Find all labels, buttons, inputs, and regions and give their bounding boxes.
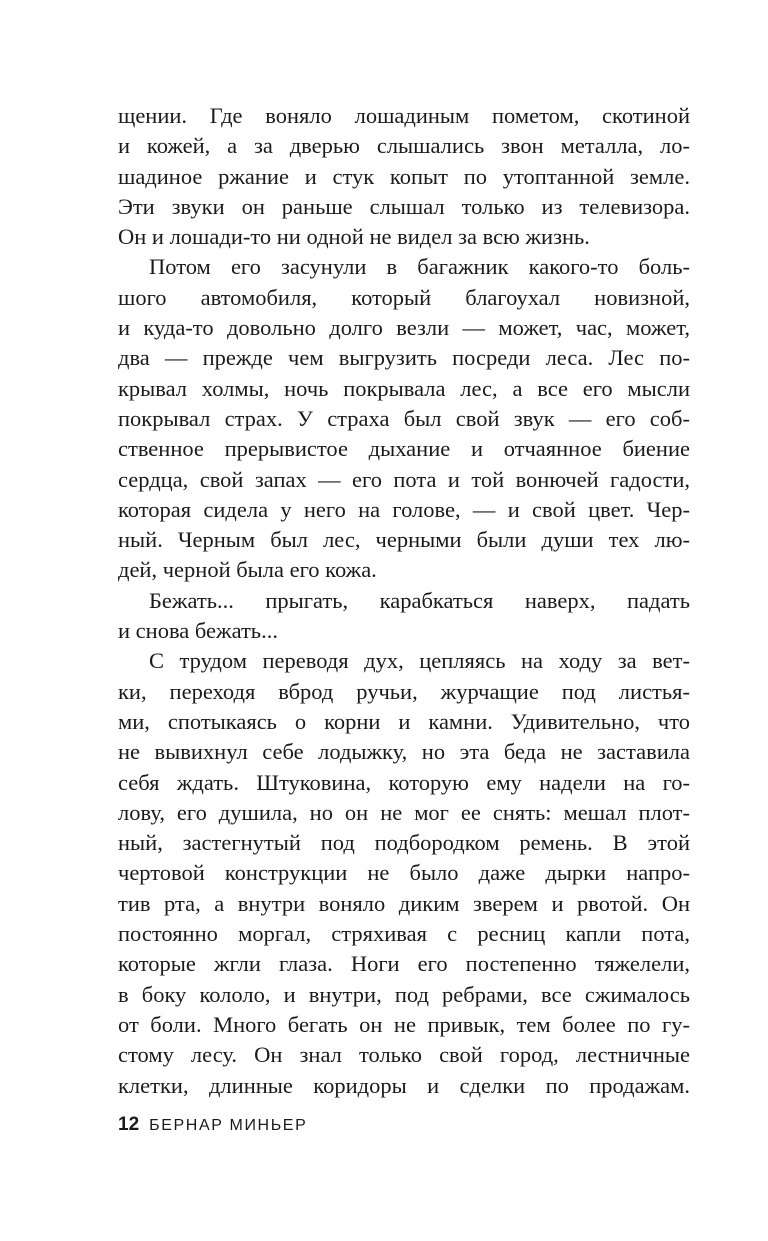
text-line: крывал холмы, ночь покрывала лес, а все его мысли bbox=[118, 375, 690, 401]
text-line: постоянно моргал, стряхивая с ресниц капли пота, bbox=[118, 921, 690, 947]
text-line: тив рта, а внутри воняло диким зверем и рвотой. Он bbox=[118, 890, 690, 916]
text-line: щении. Где воняло лошадиным пометом, скотиной bbox=[118, 103, 690, 128]
text-line: лову, его душила, но он не мог ее снять: мешал плот- bbox=[118, 799, 690, 825]
text-line: и куда-то довольно долго везли — может, час, может, bbox=[118, 315, 690, 341]
text-line: ми, спотыкаясь о корни и камни. Удивительно, что bbox=[118, 708, 690, 734]
text-line: себя ждать. Штуковина, которую ему надели на го- bbox=[118, 769, 690, 795]
book-page-text bbox=[118, 101, 690, 1101]
page-number: 12 bbox=[118, 1114, 140, 1135]
text-line: стому лесу. Он знал только свой город, лестничные bbox=[118, 1042, 690, 1068]
text-line: Эти звуки он раньше слышал только из телевизора. bbox=[118, 193, 690, 219]
text-line: от боли. Много бегать он не привык, тем более по гу- bbox=[118, 1011, 690, 1037]
text-line: ки, переходя вброд ручьи, журчащие под листья- bbox=[118, 678, 690, 704]
text-line: дей, черной была его кожа. bbox=[118, 557, 377, 583]
text-line: сердца, свой запах — его пота и той вонючей гадости, bbox=[118, 466, 690, 492]
text-line: чертовой конструкции не было даже дырки напро- bbox=[118, 860, 690, 886]
text-line: не вывихнул себе лодыжку, но эта беда не заставила bbox=[118, 739, 690, 765]
text-line: клетки, длинные коридоры и сделки по продажам. bbox=[118, 1072, 690, 1098]
text-line: и снова бежать... bbox=[118, 618, 278, 644]
text-line: Потом его засунули в багажник какого-то боль- bbox=[149, 254, 690, 280]
text-line: ственное прерывистое дыхание и отчаянное биение bbox=[118, 436, 690, 462]
text-line: ный, застегнутый под подбородком ремень. В этой bbox=[118, 830, 690, 856]
text-line: которая сидела у него на голове, — и свой цвет. Чер- bbox=[118, 496, 690, 522]
text-line: Бежать... прыгать, карабкаться наверх, падать bbox=[149, 587, 690, 613]
text-line: два — прежде чем выгрузить посреди леса. Лес по- bbox=[118, 345, 690, 371]
page-footer bbox=[118, 1114, 307, 1136]
running-title-author: БЕРНАР МИНЬЕР bbox=[149, 1117, 308, 1134]
text-line: С трудом переводя дух, цепляясь на ходу за вет- bbox=[149, 648, 690, 674]
text-line: покрывал страх. У страха был свой звук — его соб- bbox=[118, 405, 690, 431]
text-line: ный. Черным был лес, черными были души тех лю- bbox=[118, 527, 690, 553]
text-line: в боку кололо, и внутри, под ребрами, все сжималось bbox=[118, 981, 690, 1007]
text-line: Он и лошади-то ни одной не видел за всю жизнь. bbox=[118, 224, 590, 250]
text-line: которые жгли глаза. Ноги его постепенно тяжелели, bbox=[118, 951, 690, 977]
text-line: шадиное ржание и стук копыт по утоптанной земле. bbox=[118, 163, 690, 189]
text-line: и кожей, а за дверью слышались звон металла, ло- bbox=[118, 133, 690, 159]
text-line: шого автомобиля, который благоухал новизной, bbox=[118, 284, 690, 310]
